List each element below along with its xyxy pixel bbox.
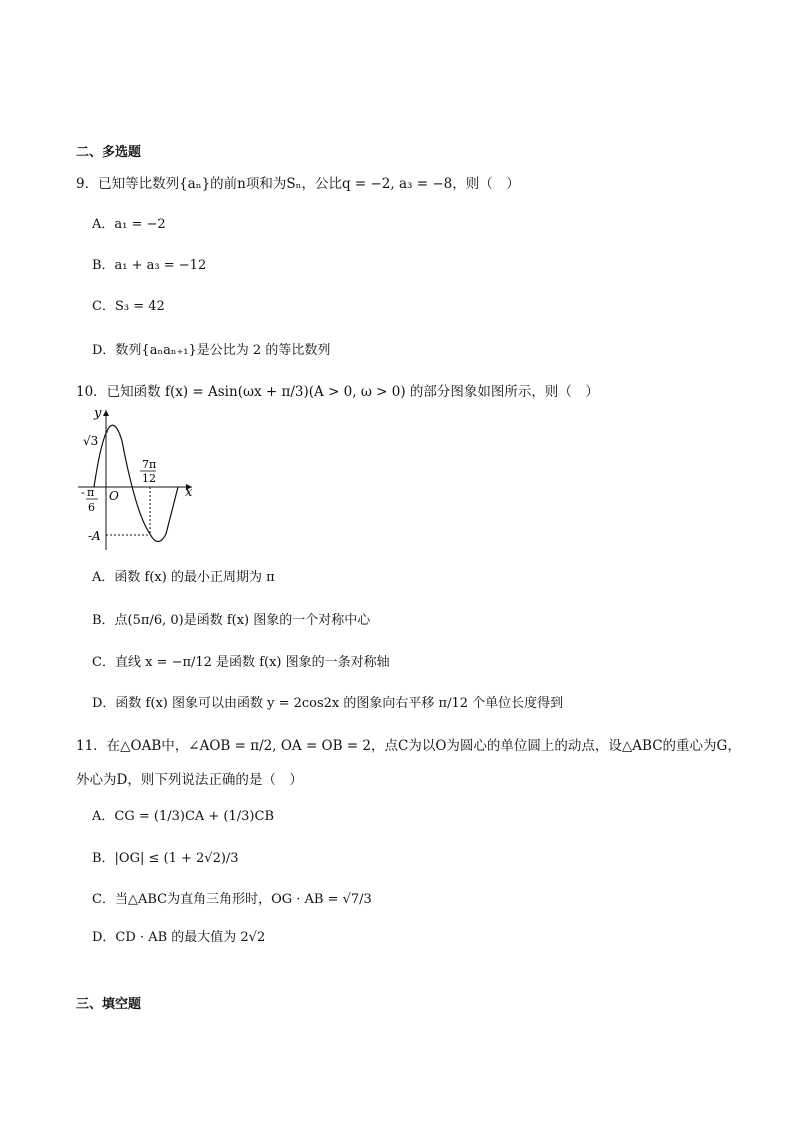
question-9-stem: 9．已知等比数列{aₙ}的前n项和为Sₙ，公比q = −2, a₃ = −8，则（ ） [76, 176, 520, 192]
right-tick-numerator: 7π [142, 458, 157, 471]
sine-curve [94, 425, 178, 541]
question-10-option-d: D．函数 f(x) 图象可以由函数 y = 2cos2x 的图象向右平移 π/12 个单位长度得到 [92, 696, 564, 711]
left-tick-denominator: 6 [88, 501, 95, 514]
origin-label: O [109, 489, 119, 503]
question-9-option-b: B．a₁ + a₃ = −12 [92, 258, 207, 273]
question-11-option-c: C．当△ABC为直角三角形时，OG · AB = √7/3 [92, 892, 372, 907]
question-10-stem: 10．已知函数 f(x) = Asin(ωx + π/3)(A > 0, ω > 0) 的部分图象如图所示，则（ ） [76, 384, 599, 400]
function-graph [74, 404, 204, 556]
question-10-option-b: B．点(5π/6, 0)是函数 f(x) 图象的一个对称中心 [92, 613, 371, 628]
min-value-label: -A [88, 529, 101, 543]
section-title-fill-in: 三、填空题 [76, 997, 142, 1012]
sine-graph-figure [74, 404, 204, 552]
question-11-option-d: D．CD · AB 的最大值为 2√2 [92, 930, 266, 945]
question-11-stem-line-2: 外心为D，则下列说法正确的是（ ） [76, 772, 303, 788]
question-9-option-a: A．a₁ = −2 [92, 217, 166, 232]
max-value-label: √3 [83, 434, 99, 448]
question-9-option-c: C．S₃ = 42 [92, 299, 165, 314]
x-axis-label: x [185, 485, 193, 500]
question-11-option-a: A．CG = (1/3)CA + (1/3)CB [92, 809, 275, 824]
y-axis-label: y [94, 406, 102, 421]
question-10-option-a: A．函数 f(x) 的最小正周期为 π [92, 570, 275, 585]
question-9-option-d: D．数列{aₙaₙ₊₁}是公比为 2 的等比数列 [92, 343, 331, 358]
left-tick-numerator: π [87, 486, 95, 499]
question-11-stem-line-1: 11．在△OAB中，∠AOB = π/2, OA = OB = 2，点C为以O为圆心的单位圆上的动点，设△ABC的重心为G， [76, 738, 741, 754]
left-tick-sign: - [81, 486, 85, 499]
right-tick-denominator: 12 [142, 472, 156, 485]
question-11-option-b: B．|OG| ≤ (1 + 2√2)/3 [92, 851, 239, 866]
question-10-option-c: C．直线 x = −π/12 是函数 f(x) 图象的一条对称轴 [92, 655, 390, 670]
section-title-multiple-choice: 二、多选题 [76, 145, 142, 160]
